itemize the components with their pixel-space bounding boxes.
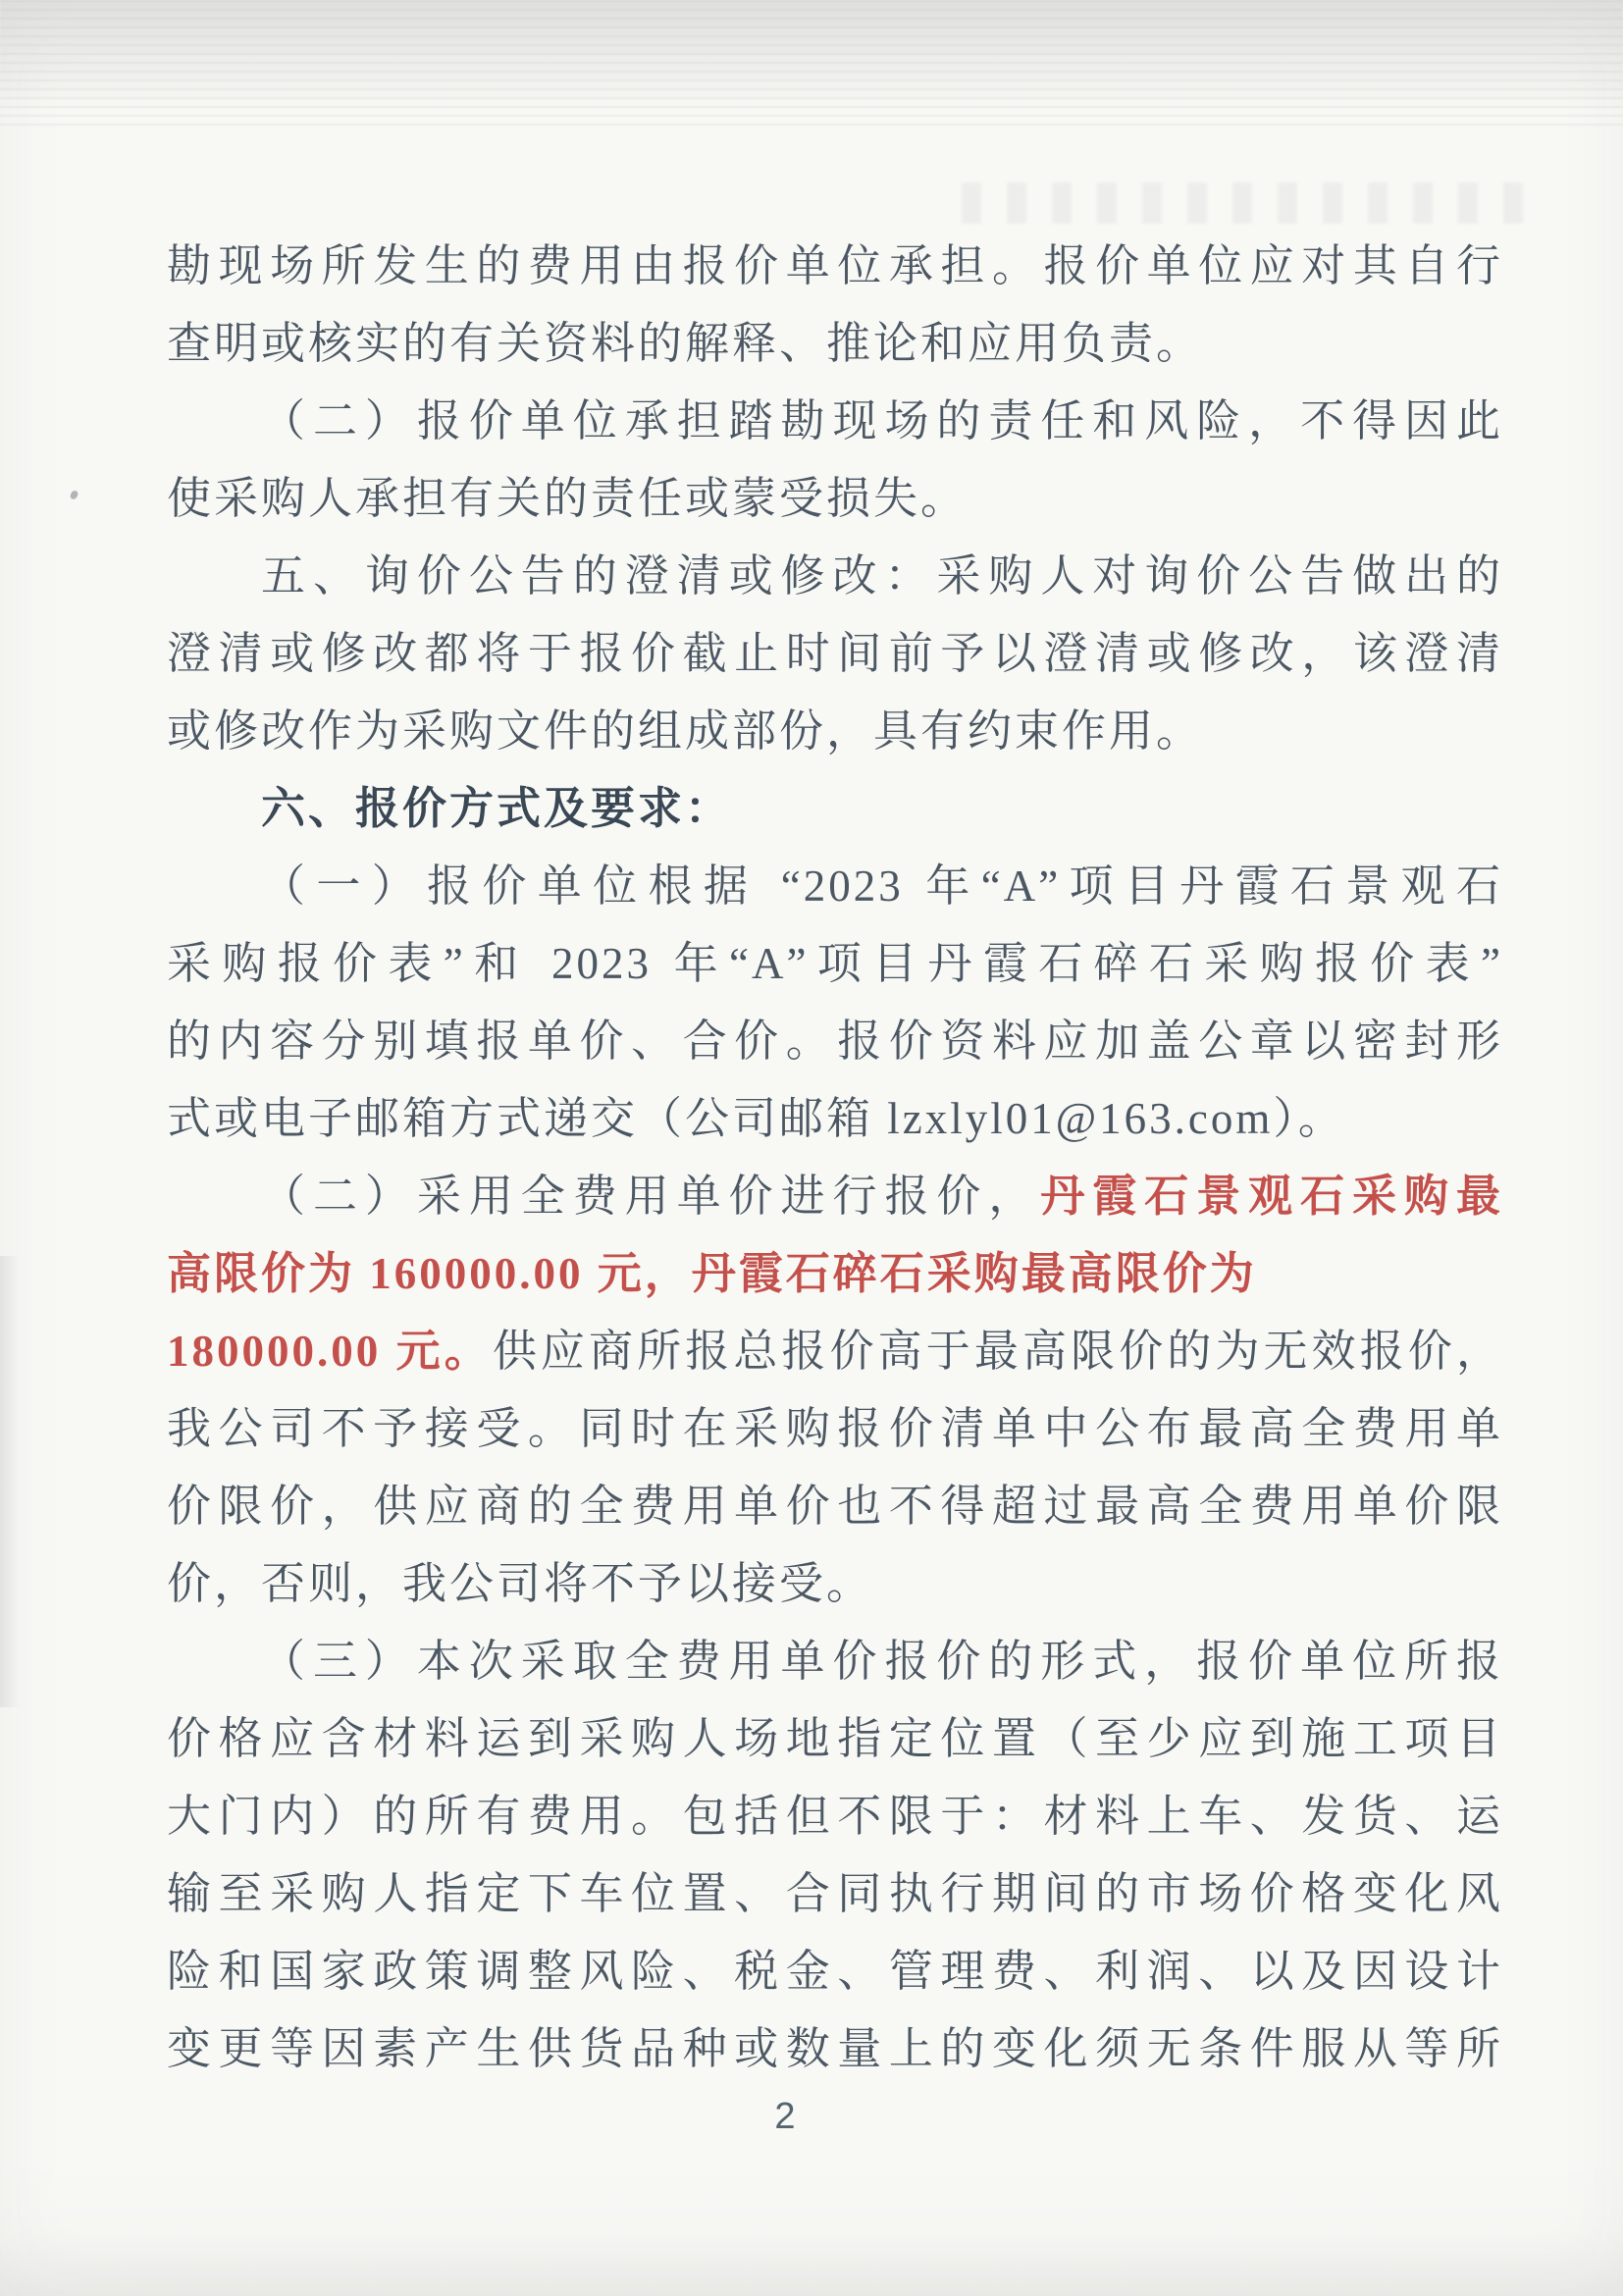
- text-line: [167, 1933, 1503, 2010]
- text-line: [167, 1390, 1503, 1468]
- text-segment: 高限价为 160000.00 元，丹霞石碎石采购最高限价为: [167, 1249, 1257, 1298]
- text-segment: 大门内）的所有费用。包括但不限于：材料上车、发货、运: [167, 1792, 1503, 1841]
- text-segment: （二）报价单位承担踏勘现场的责任和风险，不得因此: [261, 396, 1503, 445]
- text-segment: 澄清或修改都将于报价截止时间前予以澄清或修改，该澄清: [167, 629, 1503, 678]
- text-segment: 险和国家政策调整风险、税金、管理费、利润、以及因设计: [167, 1947, 1503, 1996]
- text-segment: 变更等因素产生供货品种或数量上的变化须无条件服从等所: [167, 2024, 1503, 2073]
- text-segment: 价限价，供应商的全费用单价也不得超过最高全费用单价限: [167, 1482, 1503, 1531]
- text-line: [167, 1623, 1503, 1700]
- scan-artifact-top-streaks: [0, 0, 1623, 128]
- text-segment: 使采购人承担有关的责任或蒙受损失。: [167, 474, 969, 523]
- text-segment: 查明或核实的有关资料的解释、推论和应用负责。: [167, 319, 1204, 368]
- text-line: [167, 538, 1503, 615]
- text-line: [167, 1313, 1503, 1390]
- text-segment: 供应商所报总报价高于最高限价的为无效报价，: [492, 1327, 1503, 1376]
- text-segment: 输至采购人指定下车位置、合同执行期间的市场价格变化风: [167, 1869, 1503, 1918]
- text-line: [167, 1545, 1503, 1623]
- document-text: [167, 228, 1503, 2088]
- text-line: [167, 460, 1503, 538]
- text-segment: 或修改作为采购文件的组成部份，具有约束作用。: [167, 706, 1204, 756]
- text-line: [167, 1003, 1503, 1080]
- text-line: [167, 1778, 1503, 1855]
- text-line: [167, 305, 1503, 383]
- text-line: [167, 925, 1503, 1003]
- text-line: [167, 1855, 1503, 1933]
- text-segment: 勘现场所发生的费用由报价单位承担。报价单位应对其自行: [167, 241, 1503, 290]
- scan-artifact-right-smudge: [962, 183, 1531, 224]
- text-line: [167, 770, 1503, 848]
- text-line: [167, 383, 1503, 460]
- scan-artifact-left-band: [0, 1256, 20, 1707]
- text-segment: 的内容分别填报单价、合价。报价资料应加盖公章以密封形: [167, 1017, 1503, 1066]
- text-segment: 五、询价公告的澄清或修改：采购人对询价公告做出的: [261, 551, 1503, 600]
- text-segment: 180000.00 元。: [167, 1327, 493, 1376]
- text-line: [167, 228, 1503, 305]
- scan-artifact-bottom-haze: [0, 2227, 1623, 2296]
- scan-artifact-speck: [70, 490, 79, 500]
- text-line: [167, 1468, 1503, 1545]
- text-segment: 丹霞石景观石采购最: [1040, 1172, 1503, 1221]
- text-line: [167, 1235, 1503, 1313]
- text-segment: 我公司不予接受。同时在采购报价清单中公布最高全费用单: [167, 1404, 1503, 1453]
- text-line: [167, 1080, 1503, 1158]
- text-line: [167, 693, 1503, 770]
- text-line: [167, 848, 1503, 925]
- text-segment: 式或电子邮箱方式递交（公司邮箱 lzxlyl01@163.com）。: [167, 1094, 1345, 1143]
- text-segment: （一）报价单位根据 “2023 年“A”项目丹霞石景观石: [261, 861, 1503, 911]
- text-line: [167, 615, 1503, 693]
- text-segment: 价，否则，我公司将不予以接受。: [167, 1559, 874, 1608]
- text-line: [167, 1158, 1503, 1235]
- text-segment: （三）本次采取全费用单价报价的形式，报价单位所报: [261, 1637, 1503, 1686]
- text-segment: 六、报价方式及要求：: [261, 784, 733, 833]
- page-number: 2: [774, 2096, 796, 2137]
- text-segment: 价格应含材料运到采购人场地指定位置（至少应到施工项目: [167, 1714, 1503, 1763]
- text-line: [167, 1700, 1503, 1778]
- text-segment: （二）采用全费用单价进行报价，: [261, 1172, 1041, 1221]
- text-segment: 采购报价表”和 2023 年“A”项目丹霞石碎石采购报价表”: [167, 939, 1503, 988]
- text-line: [167, 2010, 1503, 2088]
